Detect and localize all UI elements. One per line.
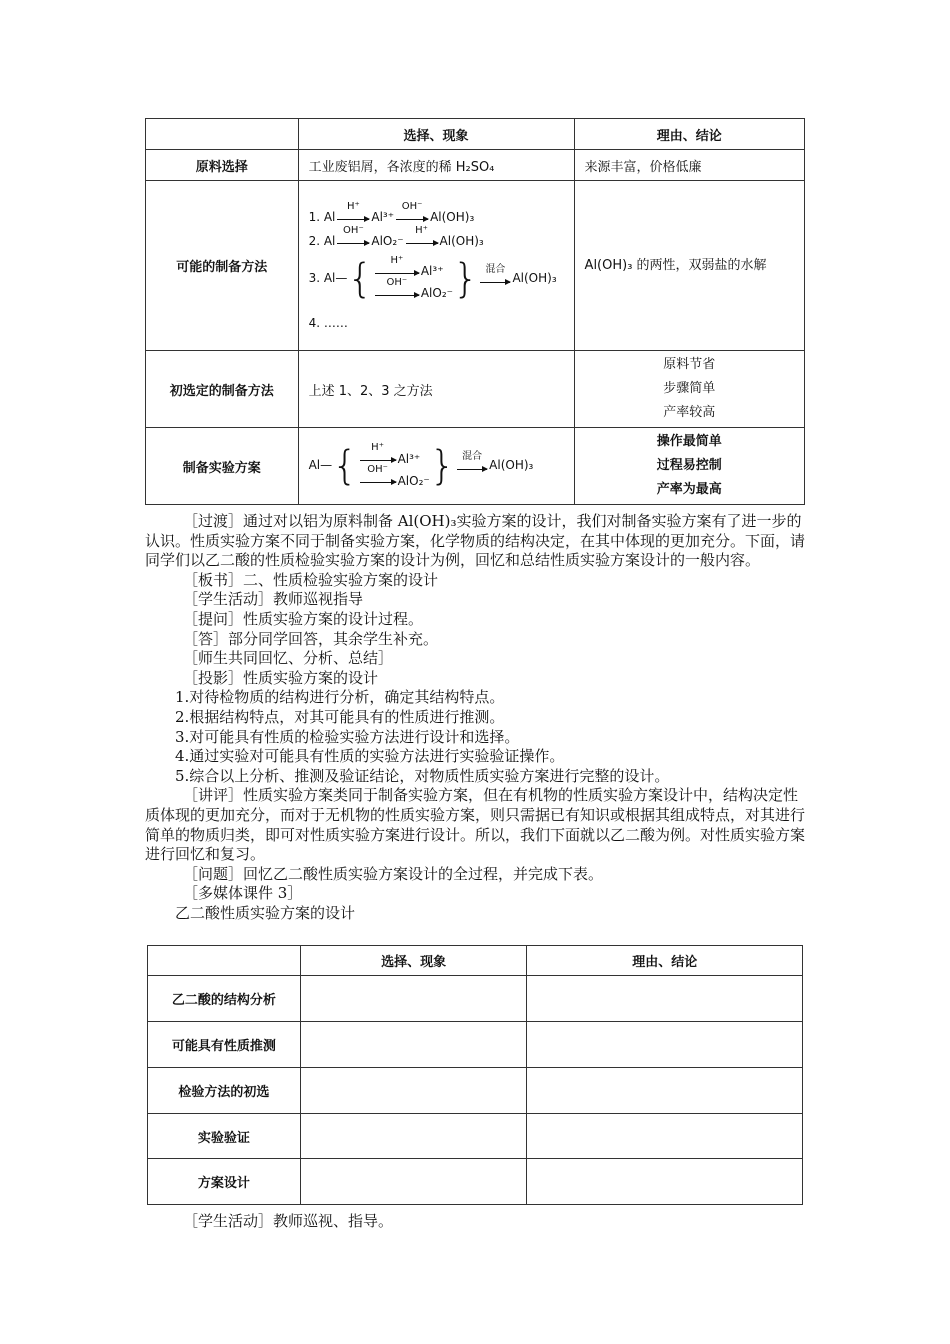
arrow-icon: 混合 xyxy=(457,457,487,475)
row-label: 制备实验方案 xyxy=(146,428,299,505)
list-item: 1.对待检物质的结构进行分析，确定其结构特点。 xyxy=(175,688,505,707)
list-item: 5.综合以上分析、推测及验证结论，对物质性质实验方案进行完整的设计。 xyxy=(175,766,670,785)
paragraph: ［学生活动］教师巡视、指导。 xyxy=(183,1212,394,1230)
empty-cell xyxy=(527,1022,803,1068)
plan-cell: Al— { H⁺ Al³⁺ OH⁻ AlO₂⁻ } 混合 Al(OH)₃ xyxy=(298,428,574,505)
footer-text xyxy=(145,1212,810,1232)
arrow-icon: H⁺ xyxy=(337,207,369,225)
table1-cell: 上述 1、2、3 之方法 xyxy=(298,351,574,428)
table2-header-choice: 选择、现象 xyxy=(300,946,527,976)
table2-corner xyxy=(148,946,301,976)
arrow-icon: H⁺ xyxy=(375,261,419,279)
empty-cell xyxy=(300,1022,527,1068)
list-item: 3.对可能具有性质的检验实验方法进行设计和选择。 xyxy=(175,727,520,746)
list-item: 4.通过实验对可能具有性质的实验方法进行实验验证操作。 xyxy=(175,747,565,766)
paragraph: ［多媒体课件 3］ xyxy=(183,884,303,903)
row-label: 实验验证 xyxy=(148,1114,301,1159)
arrow-icon: OH⁻ xyxy=(375,283,419,301)
table2-header-reason: 理由、结论 xyxy=(527,946,803,976)
method-1: 1. Al H⁺ Al³⁺ OH⁻ Al(OH)₃ xyxy=(308,200,475,225)
paragraph: ［学生活动］教师巡视指导 xyxy=(183,590,364,609)
paragraph: ［问题］回忆乙二酸性质实验方案设计的全过程，并完成下表。 xyxy=(183,864,604,883)
table1-header-reason: 理由、结论 xyxy=(574,119,804,150)
empty-cell xyxy=(300,976,527,1022)
arrow-icon: H⁺ xyxy=(360,448,396,466)
empty-cell xyxy=(527,1159,803,1205)
empty-cell xyxy=(300,1159,527,1205)
paragraph: ［投影］性质实验方案的设计 xyxy=(183,668,379,687)
preparation-table xyxy=(145,118,805,505)
row-label: 方案设计 xyxy=(148,1159,301,1205)
brace-open-icon: { xyxy=(347,255,373,302)
brace-close-icon: } xyxy=(429,443,456,489)
brace-open-icon: { xyxy=(332,443,358,489)
table1-cell: Al(OH)₃ 的两性，双弱盐的水解 xyxy=(574,181,804,351)
row-label: 乙二酸的结构分析 xyxy=(148,976,301,1022)
table1-corner xyxy=(146,119,299,150)
arrow-icon: 混合 xyxy=(480,270,510,288)
oxalic-acid-table xyxy=(147,945,803,1205)
paragraph: ［讲评］性质实验方案类同于制备实验方案，但在有机物的性质实验方案设计中，结构决定性质体现的更加充分，而对于无机物的性质实验方案，则只需据已有知识或根据其组成特点，对其进行简单的物质归类，即可对性质实验方案进行设计。所以，我们下面就以乙二酸为例。对性质实验方案进行回忆和复习。 xyxy=(145,786,806,864)
table1-cell: 工业废铝屑，各浓度的稀 H₂SO₄ xyxy=(298,150,574,181)
brace-close-icon: } xyxy=(452,255,479,302)
row-label: 可能的制备方法 xyxy=(146,181,299,351)
arrow-icon: OH⁻ xyxy=(396,207,428,225)
arrow-icon: H⁺ xyxy=(406,231,438,249)
table1-cell: 原料节省 步骤简单 产率较高 xyxy=(574,351,804,428)
table1-cell: 操作最简单 过程易控制 产率为最高 xyxy=(574,428,804,505)
empty-cell xyxy=(527,1068,803,1114)
row-label: 初选定的制备方法 xyxy=(146,351,299,428)
paragraph: ［提问］性质实验方案的设计过程。 xyxy=(183,609,424,628)
empty-cell xyxy=(300,1068,527,1114)
method-2: 2. Al OH⁻ AlO₂⁻ H⁺ Al(OH)₃ xyxy=(308,224,484,249)
empty-cell xyxy=(527,1114,803,1159)
list-item: 2.根据结构特点，对其可能具有的性质进行推测。 xyxy=(175,707,505,726)
row-label: 可能具有性质推测 xyxy=(148,1022,301,1068)
empty-cell xyxy=(300,1114,527,1159)
arrow-icon: OH⁻ xyxy=(337,231,369,249)
paragraph: ［师生共同回忆、分析、总结］ xyxy=(183,649,394,668)
paragraph: ［答］部分同学回答，其余学生补充。 xyxy=(183,629,439,648)
empty-cell xyxy=(527,976,803,1022)
table1-cell: 来源丰富，价格低廉 xyxy=(574,150,804,181)
body-text xyxy=(145,512,810,923)
arrow-icon: OH⁻ xyxy=(360,470,396,488)
paragraph: ［板书］二、性质检验实验方案的设计 xyxy=(183,570,439,589)
methods-cell xyxy=(298,181,574,351)
row-label: 检验方法的初选 xyxy=(148,1068,301,1114)
paragraph: ［过渡］通过对以铝为原料制备 Al(OH)₃实验方案的设计，我们对制备实验方案有了进一步的认识。性质实验方案不同于制备实验方案，化学物质的结构决定，在其中体现的更加充分。下面，请同学们以乙二酸的性质检验实验方案的设计为例，回忆和总结性质实验方案设计的一般内容。 xyxy=(145,512,806,570)
table-caption: 乙二酸性质实验方案的设计 xyxy=(175,903,356,922)
method-4: 4. …… xyxy=(308,316,348,331)
method-3: 3. Al— { H⁺ Al³⁺ OH⁻ AlO₂⁻ } 混合 Al(OH)₃ xyxy=(308,254,557,302)
table1-header-choice: 选择、现象 xyxy=(298,119,574,150)
row-label: 原料选择 xyxy=(146,150,299,181)
